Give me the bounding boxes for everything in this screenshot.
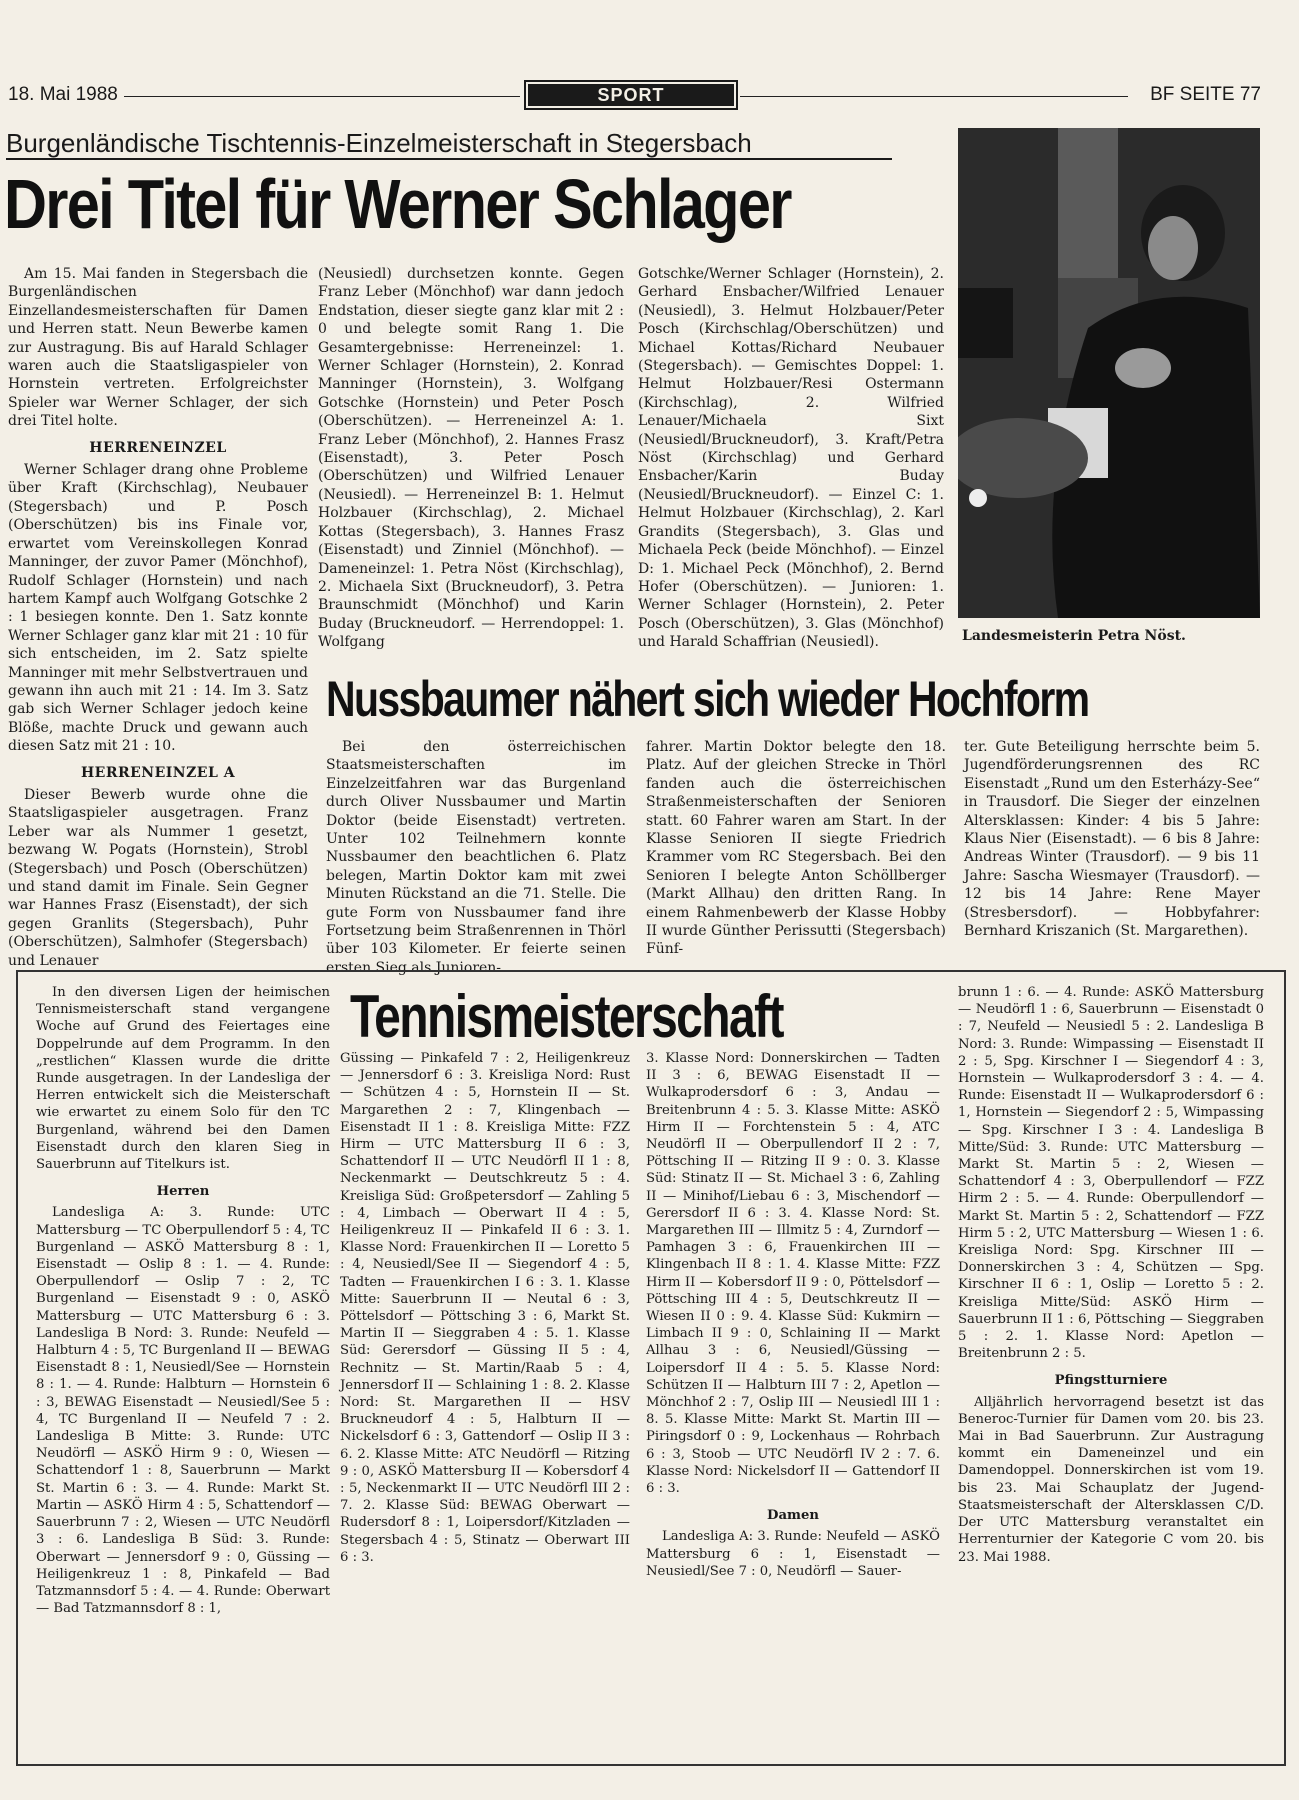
- header-rule-left: [124, 96, 520, 97]
- page-number: BF SEITE 77: [1150, 84, 1261, 105]
- article1-results: (Neusiedl) durchsetzen konnte. Gegen Franz Leber (Mönchhof) war dann jedoch Endstation, dieser siegte ganz klar mit 2 : 0 und belegte somit Rang 1. Die Gesamtergebnisse: Herreneinzel: 1. Werner Schlager (Hornstein), 2. Konrad Manninger (Hornstein), 3. Wolfgang Gotschke (Hornstein) und Peter Posch (Oberschützen). — Herreneinzel A: 1. Franz Leber (Mönchhof), 2. Hannes Frasz (Eisenstadt), 3. Peter Posch (Oberschützen) und Wilfried Lenauer (Neusiedl). — Herreneinzel B: 1. Helmut Holzbauer (Kirchschlag), 2. Michael Kottas (Stegersbach), 3. Hannes Frasz (Eisenstadt) und Zinniel (Mönchhof). — Dameneinzel: 1. Petra Nöst (Kirchschlag), 2. Michaela Sixt (Bruckneudorf), 3. Petra Braunschmidt (Mönchhof) und Karin Buday (Bruckneudorf. — Herrendoppel: 1. Wolfgang: [318, 266, 624, 651]
- article1-column-3: [638, 265, 944, 652]
- article1-paragraph: Werner Schlager drang ohne Probleme über Kraft (Kirchschlag), Neubauer (Stegersbach) und P. Posch (Oberschützen) bis ins Finale vor, erwartet vom Vereinskollegen Konrad Manninger, der zuvor Pamer (Mönchhof), Rudolf Schlager (Hornstein) und nach hartem Kampf auch Wolfgang Gotschke 2 : 1 besiegen konnte. Den 1. Satz konnte Werner Schlager ganz klar mit 21 : 10 für sich entscheiden, im 2. Satz spielte Manninger mit mehr Selbstvertrauen und gewann ihn auch mit 21 : 14. Im 3. Satz gab sich Werner Schlager jedoch keine Blöße, machte Druck und gewann auch diesen Satz mit 21 : 10.: [8, 462, 308, 755]
- kicker-rule: [6, 158, 892, 160]
- article1-results-cont: Gotschke/Werner Schlager (Hornstein), 2. Gerhard Ensbacher/Wilfried Lenauer (Neusiedl), 3. Helmut Holzbauer/Peter Posch (Kirchschlag/Oberschützen) und Michael Kottas/Richard Neubauer (Stegersbach). — Gemischtes Doppel: 1. Helmut Holzbauer/Resi Ostermann (Kirchschlag), 2. Wilfried Lenauer/Michaela Sixt (Neusiedl/Bruckneudorf), 3. Kraft/Petra Nöst (Kirchschlag) und Gerhard Ensbacher/Karin Buday (Neusiedl/Bruckneudorf). — Einzel C: 1. Helmut Holzbauer (Kirchschlag), 2. Karl Grandits (Stegersbach), 3. Glas und Michaela Peck (beide Mönchhof). — Einzel D: 1. Michael Peck (Mönchhof), 2. Bernd Hofer (Oberschützen). — Junioren: 1. Werner Schlager (Hornstein), 2. Peter Posch (Oberschützen), 3. Glas (Mönchhof) und Harald Schaffrian (Neusiedl).: [638, 266, 944, 651]
- tennis-results: brunn 1 : 6. — 4. Runde: ASKÖ Mattersburg — Neudörfl 1 : 6, Sauerbrunn — Eisenstadt 0 : 7, Neufeld — Neusiedl 5 : 2. Landesliga B Nord: 3. Runde: Wimpassing — Eisenstadt II 2 : 5, Spg. Kirschner I — Siegendorf 4 : 3, Hornstein — Wulkaprodersdorf 3 : 4. — 4. Runde: Eisenstadt II — Wulkaprodersdorf 6 : 1, Hornstein — Siegendorf 2 : 5, Wimpassing — Spg. Kirschner I 3 : 4. Landesliga B Mitte/Süd: 3. Runde: UTC Mattersburg — Markt St. Martin 5 : 2, Wiesen — Schattendorf 4 : 3, Oberpullendorf — FZZ Hirm 2 : 5. — 4. Runde: Oberpullendorf — Markt St. Martin 5 : 2, Schattendorf — FZZ Hirm 5 : 2, UTC Mattersburg — Wiesen 1 : 6. Kreisliga Nord: Spg. Kirschner III — Donnerskirchen 3 : 4, Schützen — Spg. Kirschner II 6 : 1, Oslip — Loretto 5 : 2. Kreisliga Mitte/Süd: ASKÖ Hirm — Sauerbrunn II 1 : 6, Pöttsching — Sieggraben 5 : 2. 1. Klasse Nord: Apetlon — Breitenbrunn 2 : 5.: [958, 985, 1264, 1362]
- header-rule-right: [740, 96, 1128, 97]
- subheading-herreneinzel: HERRENEINZEL: [89, 439, 227, 456]
- tennis-column-2: [340, 1050, 630, 1566]
- tennis-intro: In den diversen Ligen der heimischen Tennismeisterschaft stand vergangene Woche auf Grund des Feiertages eine Doppelrunde auf dem Programm. In den „restlichen“ Klassen wurde die dritte Runde ausgetragen. In der Landesliga der Herren entwickelt sich die Meisterschaft wie erwartet zu einem Solo für den TC Burgenland, während bei den Damen Eisenstadt durch den klaren Sieg in Sauerbrunn auf Titelkurs ist.: [36, 985, 330, 1173]
- article2-paragraph: ter. Gute Beteiligung herrschte beim 5. Jugendförderungsrennen des RC Eisenstadt „Rund um den Esterházy-See“ in Trausdorf. Die Sieger der einzelnen Altersklassen: Kinder: 4 bis 5 Jahre: Klaus Nier (Eisenstadt). — 6 bis 8 Jahre: Andreas Winter (Trausdorf). — 9 bis 11 Jahre: Sascha Wiesmayer (Trausdorf). — 12 bis 14 Jahre: Rene Mayer (Stresbersdorf). — Hobbyfahrer: Bernhard Kriszanich (St. Margarethen).: [964, 739, 1260, 940]
- article1-paragraph: Dieser Bewerb wurde ohne die Staatsligaspieler ausgetragen. Franz Leber war als Nummer 1 gesetzt, bezwang W. Pogats (Hornstein), Strobl (Stegersbach) und Posch (Oberschützen) und stand damit im Finale. Sein Gegner war Hannes Frasz (Eisenstadt), der sich gegen Granlits (Stegersbach), Puhr (Oberschützen), Salmhofer (Stegersbach) und Lenauer: [8, 786, 308, 969]
- photo-caption: Landesmeisterin Petra Nöst.: [962, 628, 1186, 644]
- article2-column-2: [646, 738, 946, 959]
- issue-date: 18. Mai 1988: [8, 84, 118, 105]
- article2-paragraph: Bei den österreichischen Staatsmeisterschaften im Einzelzeitfahren war das Burgenland durch Oliver Nussbaumer und Martin Doktor (beide Eisenstadt) vertreten. Unter 102 Teilnehmern konnte Nussbaumer den beachtlichen 6. Platz belegen, Martin Doktor kam mit zwei Minuten Rückstand an die 71. Stelle. Die gute Form von Nussbaumer fand ihre Fortsetzung beim Straßenrennen in Thörl über 103 Kilometer. Er feierte seinen ersten Sieg als Junioren-: [326, 739, 626, 976]
- article2-column-1: [326, 738, 626, 977]
- article2-headline: Nussbaumer nähert sich wieder Hochform: [326, 671, 1089, 727]
- article1-column-1: [8, 265, 308, 970]
- article1-lead: Am 15. Mai fanden in Stegersbach die Burgenländischen Einzellandesmeisterschaften für Damen und Herren statt. Neun Bewerbe kamen zur Austragung. Bis auf Harald Schlager waren auch die Staatsligaspieler von Hornstein vertreten. Erfolgreichster Spieler war Werner Schlager, der sich drei Titel holte.: [8, 266, 308, 430]
- article2-column-3: [964, 738, 1260, 940]
- damen-label: Damen: [767, 1508, 819, 1524]
- herren-label: Herren: [156, 1184, 210, 1200]
- article1-headline: Drei Titel für Werner Schlager: [4, 165, 791, 243]
- article1-column-2: [318, 265, 624, 652]
- tennis-column-4: [958, 984, 1264, 1566]
- tennis-pfingst: Alljährlich hervorragend besetzt ist das Beneroc-Turnier für Damen vom 20. bis 23. Mai in Bad Sauerbrunn. Zur Austragung kommt ein Dameneinzel und ein Damendoppel. Donnerskirchen ist vom 19. bis 23. Mai Schauplatz der Jugend-Staatsmeisterschaft der Altersklassen C/D. Der UTC Mattersburg veranstaltet ein Herrenturnier der Kategorie C vom 20. bis 23. Mai 1988.: [958, 1394, 1264, 1565]
- tennis-results: Landesliga A: 3. Runde: UTC Mattersburg — TC Oberpullendorf 5 : 4, TC Burgenland — ASKÖ Mattersburg 8 : 1, Eisenstadt — Oslip 8 : 1. — 4. Runde: Oberpullendorf — Oslip 7 : 2, TC Burgenland — Eisenstadt 9 : 0, ASKÖ Mattersburg — UTC Mattersburg 6 : 3. Landesliga B Nord: 3. Runde: Neufeld — Halbturn 4 : 5, TC Burgenland II — BEWAG Eisenstadt 8 : 1, Neusiedl/See — Hornstein 8 : 1. — 4. Runde: Halbturn — Hornstein 6 : 3, BEWAG Eisenstadt — Neusiedl/See 5 : 4, TC Burgenland II — Neufeld 7 : 2. Landesliga B Mitte: 3. Runde: UTC Neudörfl — ASKÖ Hirm 9 : 0, Wiesen — Schattendorf 1 : 8, Sauerbrunn — Markt St. Martin 6 : 3. — 4. Runde: Markt St. Martin — ASKÖ Hirm 4 : 5, Schattendorf — Sauerbrunn 7 : 2, Wiesen — UTC Neudörfl 3 : 6. Landesliga B Süd: 3. Runde: Oberwart — Jennersdorf 9 : 0, Güssing — Heiligenkreuz 1 : 8, Pinkafeld — Bad Tatzmannsdorf 5 : 4. — 4. Runde: Oberwart — Bad Tatzmannsdorf 8 : 1,: [36, 1205, 330, 1617]
- subheading-herreneinzel-a: HERRENEINZEL A: [80, 764, 236, 781]
- tennis-results: Güssing — Pinkafeld 7 : 2, Heiligenkreuz — Jennersdorf 6 : 3. Kreisliga Nord: Rust — Schützen 4 : 5, Hornstein II — St. Margarethen 2 : 7, Klingenbach — Eisenstadt II 1 : 8. Kreisliga Mitte: FZZ Hirm — UTC Mattersburg II 6 : 3, Schattendorf II — UTC Neudörfl II 1 : 8, Neckenmarkt — Deutschkreutz 5 : 4. Kreisliga Süd: Großpetersdorf — Zahling 5 : 4, Limbach — Oberwart II 4 : 5, Heiligenkreuz II — Pinkafeld II 6 : 3. 1. Klasse Nord: Frauenkirchen II — Loretto 5 : 4, Neusiedl/See II — Siegendorf 4 : 5, Tadten — Frauenkirchen I 6 : 3. 1. Klasse Mitte: Sauerbrunn II — Neutal 6 : 3, Pöttelsdorf — Pöttsching 3 : 6, Markt St. Martin II — Sieggraben 4 : 5. 1. Klasse Süd: Gerersdorf — Güssing II 5 : 4, Rechnitz — St. Martin/Raab 5 : 4, Jennersdorf II — Schlaining 1 : 8. 2. Klasse Nord: St. Margarethen II — HSV Bruckneudorf 4 : 5, Halbturn II — Nickelsdorf 6 : 3, Gattendorf — Oslip II 3 : 6. 2. Klasse Mitte: ATC Neudörfl — Ritzing 9 : 0, ASKÖ Mattersburg II — Kobersdorf 4 : 5, Neckenmarkt II — UTC Neudörfl III 2 : 7. 2. Klasse Süd: BEWAG Oberwart — Rudersdorf 8 : 1, Loipersdorf/Kitzladen — Stegersbach 4 : 5, Stinatz — Oberwart III 6 : 3.: [340, 1051, 630, 1565]
- tennis-results: Landesliga A: 3. Runde: Neufeld — ASKÖ Mattersburg 6 : 1, Eisenstadt — Neusiedl/See 7 : 0, Neudörfl — Sauer-: [646, 1529, 940, 1579]
- player-photo: [958, 128, 1260, 618]
- tennis-results: 3. Klasse Nord: Donnerskirchen — Tadten II 3 : 6, BEWAG Eisenstadt II — Wulkaprodersdorf 6 : 3, Andau — Breitenbrunn 4 : 5. 3. Klasse Mitte: ASKÖ Hirm II — Forchtenstein 5 : 4, ATC Neudörfl II — Oberpullendorf II 2 : 7, Pöttsching II — Ritzing II 9 : 0. 3. Klasse Süd: Stinatz II — St. Michael 3 : 6, Zahling II — Minihof/Liebau 6 : 3, Mischendorf — Gerersdorf II 6 : 3. 4. Klasse Nord: St. Margarethen III — Illmitz 5 : 4, Zurndorf — Pamhagen 3 : 6, Frauenkirchen III — Klingenbach II 8 : 1. 4. Klasse Mitte: FZZ Hirm II — Kobersdorf II 9 : 0, Pöttelsdorf — Pöttsching III 4 : 5, Deutschkreutz II — Wiesen II 0 : 9. 4. Klasse Süd: Kukmirn — Limbach II 9 : 0, Schlaining II — Markt Allhau 3 : 6, Neusiedl/Güssing — Loipersdorf II 4 : 5. 5. Klasse Nord: Schützen II — Halbturn III 7 : 2, Apetlon — Mönchhof 2 : 7, Oslip III — Neusiedl III 1 : 8. 5. Klasse Mitte: Markt St. Martin III — Piringsdorf 0 : 9, Lockenhaus — Rohrbach 6 : 3, Stoob — UTC Neudörfl IV 2 : 7. 6. Klasse Nord: Nickelsdorf II — Gattendorf II 6 : 3.: [646, 1051, 940, 1497]
- article1-kicker: Burgenländische Tischtennis-Einzelmeisterschaft in Stegersbach: [6, 128, 752, 158]
- tennis-column-3: [646, 1050, 940, 1580]
- section-label: SPORT: [524, 80, 738, 110]
- article3-headline: Tennismeisterschaft: [350, 983, 783, 1050]
- pfingst-label: Pfingstturniere: [1054, 1373, 1168, 1389]
- article2-paragraph: fahrer. Martin Doktor belegte den 18. Platz. Auf der gleichen Strecke in Thörl fanden auch die österreichischen Straßenmeisterschaften der Senioren statt. 60 Fahrer waren am Start. In der Klasse Senioren II siegte Friedrich Krammer vom RC Stegersbach. Bei den Senioren I belegte Anton Schöllberger (Markt Allhau) den dritten Rang. In einem Rahmenbewerb der Klasse Hobby II wurde Günther Perissutti (Stegersbach) Fünf-: [646, 739, 946, 958]
- tennis-column-1: [36, 984, 330, 1617]
